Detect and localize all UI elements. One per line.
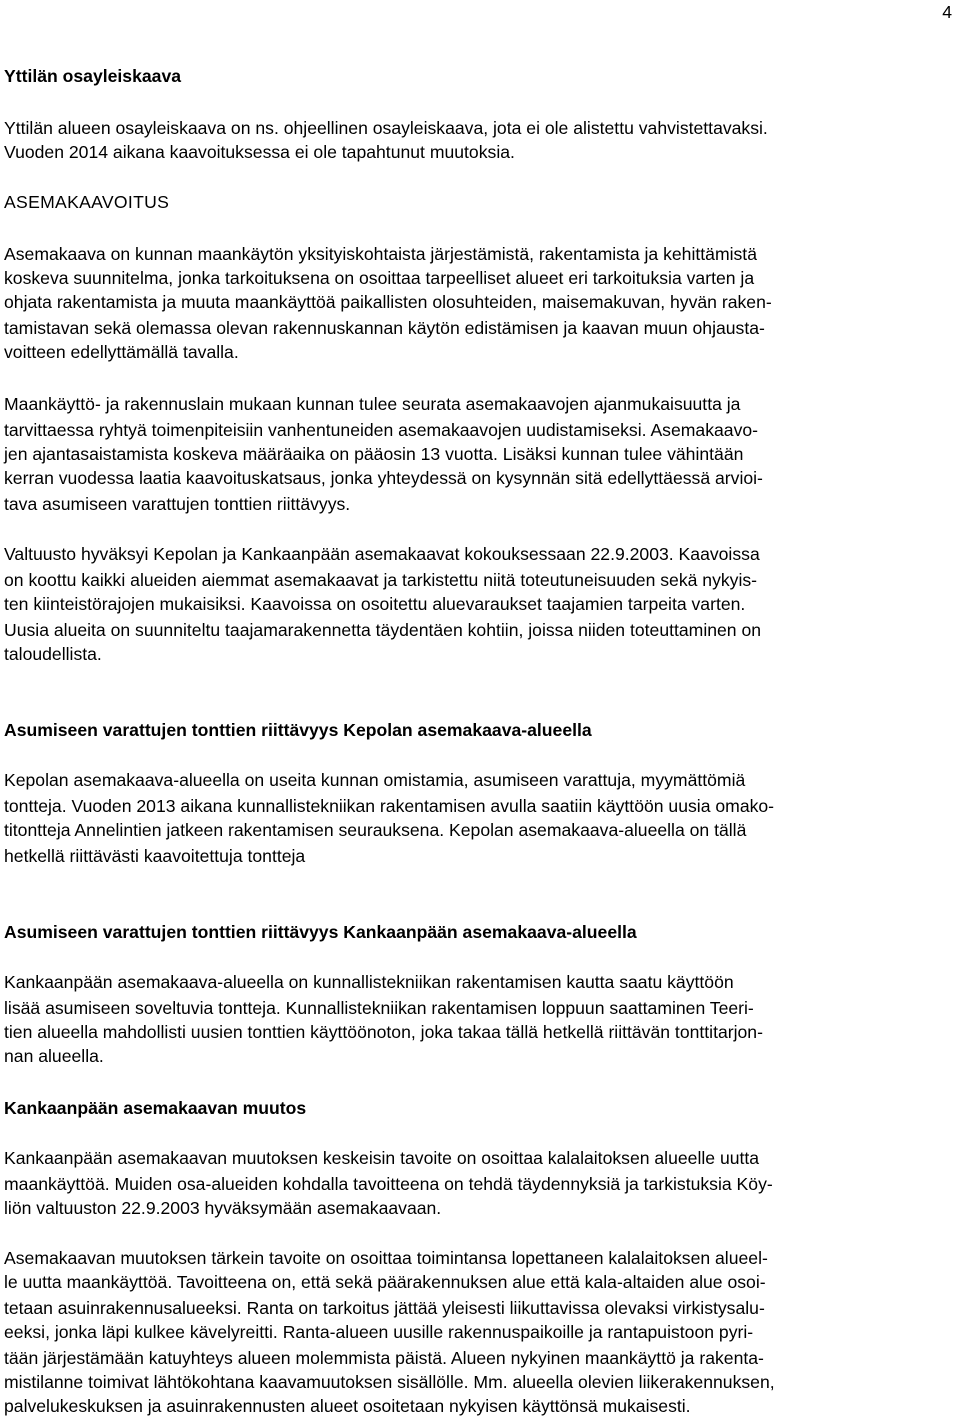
section-heading: Yttilän osayleiskaava — [4, 66, 182, 86]
paragraph-line: le uutta maankäyttöä. Tavoitteena on, että sekä päärakennuksen alue että kala-altaiden alue osoi- — [4, 1272, 766, 1292]
paragraph-line: palvelukeskuksen ja asuinrakennusten alueet osoitetaan nykyisen käyttönsä mukaisesti. — [4, 1396, 691, 1416]
paragraph-line: ohjata rakentamista ja muuta maankäyttöä paikallisten olosuhteiden, maisemakuvan, hyvän raken- — [4, 292, 772, 312]
paragraph-line: mistilanne toimivat lähtökohtana kaavamuutoksen sisällölle. Mm. alueella olevien liikerakennuksen, — [4, 1372, 775, 1392]
paragraph-line: Kepolan asemakaava-alueella on useita kunnan omistamia, asumiseen varattuja, myymättömiä — [4, 770, 746, 790]
paragraph-line: taloudellista. — [4, 644, 102, 664]
paragraph-line: tien alueella mahdollisti uusien tonttien käyttöönoton, joka takaa tällä hetkellä riittävän tonttitarjon- — [4, 1022, 763, 1042]
paragraph-line: voitteen edellyttämällä tavalla. — [4, 342, 239, 362]
paragraph-line: Yttilän alueen osayleiskaava on ns. ohjeellinen osayleiskaava, jota ei ole alistettu vahvistettavaksi. — [4, 118, 768, 138]
paragraph-line: titontteja Annelintien jatkeen rakentamisen seurauksena. Kepolan asemakaava-alueella on tällä — [4, 820, 747, 840]
paragraph-line: Asemakaava on kunnan maankäytön yksityiskohtaista järjestämistä, rakentamista ja kehittämistä — [4, 244, 757, 264]
paragraph-line: jen ajantasaistamista koskeva määräaika on pääosin 13 vuotta. Lisäksi kunnan tulee vähintään — [4, 444, 744, 464]
page-number: 4 — [942, 2, 952, 22]
paragraph-line: on koottu kaikki alueiden aiemmat asemakaavat ja tarkistettu niitä toteutuneisuuden sekä nykyis- — [4, 570, 758, 590]
paragraph-line: tontteja. Vuoden 2013 aikana kunnallistekniikan rakentamisen avulla saatiin käyttöön uusia omako- — [4, 796, 775, 816]
paragraph-line: nan alueella. — [4, 1046, 104, 1066]
paragraph-line: ten kiinteistörajojen mukaisiksi. Kaavoissa on osoitettu aluevaraukset taajamien tarpeita varten. — [4, 594, 746, 614]
paragraph-line: kerran vuodessa laatia kaavoituskatsaus, jonka yhteydessä on kysynnän sitä edellyttäessä arvioi- — [4, 468, 763, 488]
paragraph-line: koskeva suunnitelma, jonka tarkoituksena on osoittaa tarpeelliset alueet eri tarkoituksia varten ja — [4, 268, 755, 288]
paragraph-line: maankäyttöä. Muiden osa-alueiden kohdalla tavoitteena on tehdä täydennyksiä ja tarkistuksia Köy- — [4, 1174, 773, 1194]
paragraph-line: eeksi, jonka läpi kulkee kävelyreitti. Ranta-alueen uusille rakennuspaikoille ja rantapuistoon pyri- — [4, 1322, 754, 1342]
paragraph-line: Asemakaavan muutoksen tärkein tavoite on osoittaa toimintansa lopettaneen kalalaitoksen alueel- — [4, 1248, 768, 1268]
paragraph-line: liön valtuuston 22.9.2003 hyväksymään asemakaavaan. — [4, 1198, 442, 1218]
paragraph-line: Kankaanpään asemakaava-alueella on kunnallistekniikan rakentamisen kautta saatu käyttöön — [4, 972, 734, 992]
paragraph-line: tava asumiseen varattujen tonttien riittävyys. — [4, 494, 351, 514]
paragraph-line: lisää asumiseen soveltuvia tontteja. Kunnallistekniikan rakentamisen loppuun saattaminen Teeri- — [4, 998, 754, 1018]
section-heading: Asumiseen varattujen tonttien riittävyys Kepolan asemakaava-alueella — [4, 720, 592, 740]
paragraph-line: tamistavan sekä olemassa olevan rakennuskannan käytön edistämisen ja kaavan muun ohjausta- — [4, 318, 765, 338]
paragraph-line: Kankaanpään asemakaavan muutoksen keskeisin tavoite on osoittaa kalalaitoksen alueelle uutta — [4, 1148, 760, 1168]
paragraph-line: tarvittaessa ryhtyä toimenpiteisiin vanhentuneiden asemakaavojen uudistamiseksi. Asemakaavo- — [4, 420, 759, 440]
paragraph-line: Vuoden 2014 aikana kaavoituksessa ei ole tapahtunut muutoksia. — [4, 142, 515, 162]
section-heading: Kankaanpään asemakaavan muutos — [4, 1098, 307, 1118]
section-heading: ASEMAKAAVOITUS — [4, 192, 170, 212]
paragraph-line: Uusia alueita on suunniteltu taajamarakennetta täydentäen kohtiin, joissa niiden toteuttaminen on — [4, 620, 762, 640]
paragraph-line: tään järjestämään katuyhteys alueen molemmista päistä. Alueen nykyinen maankäyttö ja rakenta- — [4, 1348, 764, 1368]
paragraph-line: tetaan asuinrakennusalueeksi. Ranta on tarkoitus jättää yleisesti liikuttavissa olevaksi virkistysalu- — [4, 1298, 765, 1318]
paragraph-line: hetkellä riittävästi kaavoitettuja tontteja — [4, 846, 306, 866]
paragraph-line: Maankäyttö- ja rakennuslain mukaan kunnan tulee seurata asemakaavojen ajanmukaisuutta ja — [4, 394, 741, 414]
paragraph-line: Valtuusto hyväksyi Kepolan ja Kankaanpään asemakaavat kokouksessaan 22.9.2003. Kaavoissa — [4, 544, 760, 564]
section-heading: Asumiseen varattujen tonttien riittävyys Kankaanpään asemakaava-alueella — [4, 922, 637, 942]
